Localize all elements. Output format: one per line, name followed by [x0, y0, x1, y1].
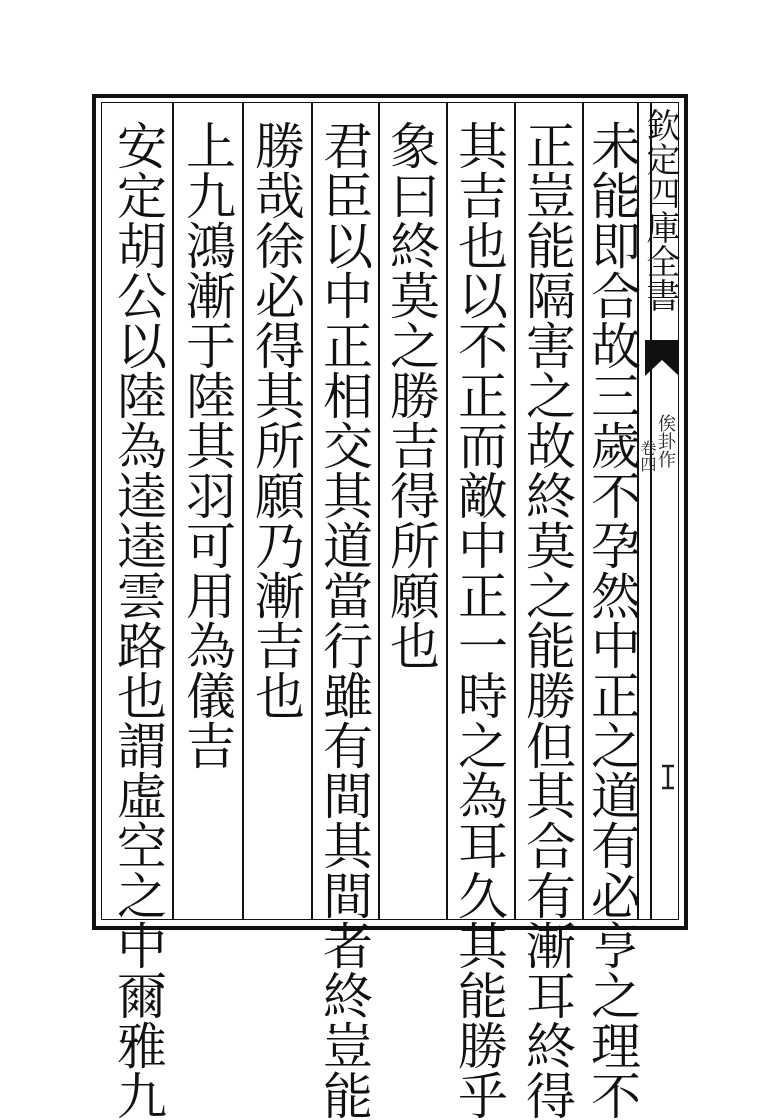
text-column-8: 安定胡公以陸為逵逵雲路也謂虛空之中爾雅九 — [109, 120, 167, 1120]
column-divider — [172, 102, 174, 920]
column-divider — [378, 102, 380, 920]
fish-tail-mark — [645, 340, 679, 376]
column-divider — [514, 102, 516, 920]
collection-title: 欽定四庫全書 — [640, 108, 680, 312]
text-column-5: 君臣以中正相交其道當行雖有間其間者終豈能 — [315, 120, 373, 1120]
text-column-2: 正豈能隔害之故終莫之能勝但其合有漸耳終得 — [518, 120, 576, 1120]
text-column-7: 上九鴻漸于陸其羽可用為儀吉 — [178, 120, 236, 770]
text-column-1: 未能即合故三歲不孕然中正之道有必亨之理不 — [583, 120, 641, 1120]
text-column-4: 象曰終莫之勝吉得所願也 — [382, 120, 440, 670]
column-divider — [242, 102, 244, 920]
volume-label: 卷四 — [638, 440, 657, 472]
column-divider — [446, 102, 448, 920]
page-number-mark — [658, 760, 678, 794]
column-divider — [311, 102, 313, 920]
text-column-6: 勝哉徐必得其所願乃漸吉也 — [247, 120, 305, 720]
book-abbreviation: 俟卦作 — [655, 414, 676, 468]
text-column-3: 其吉也以不正而敵中正一時之為耳久其能勝乎 — [450, 120, 508, 1120]
